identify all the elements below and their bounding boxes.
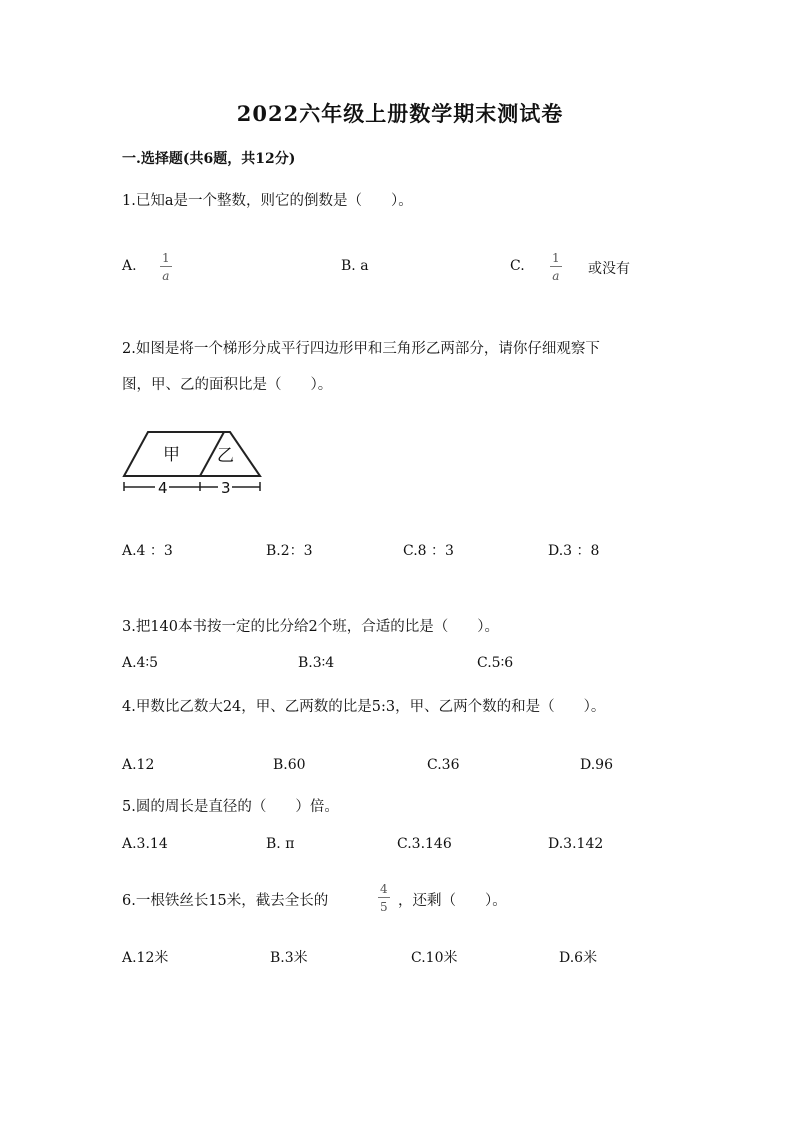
q2-option-c: C.8 ：3 [403,543,454,559]
q3-option-c: C.5∶6 [477,655,514,671]
q6-fraction [377,883,391,913]
question-3-stem: 3.把140本书按一定的比分给2个班，合适的比是（ ）。 [122,619,499,635]
q6-option-b: B.3米 [270,950,308,966]
q1-option-a-label: A. [122,258,137,274]
trapezoid-figure [118,428,268,498]
q2-option-d: D.3 ：8 [548,543,600,559]
q1-option-c-label: C. [510,258,525,274]
question-1-stem: 1.已知a是一个整数，则它的倒数是（ ）。 [122,193,413,209]
question-6-stem-after: ，还剩（ ）。 [398,893,507,909]
q2-option-b: B.2：3 [266,543,313,559]
label-jia: 甲 [163,445,180,465]
q3-option-a: A.4∶5 [122,655,159,671]
fraction-numerator: 1 [162,251,170,265]
q1-option-c-suffix: 或没有 [588,261,630,277]
fraction-denominator: 5 [380,900,388,914]
q6-option-c: C.10米 [411,950,458,966]
section-header: 一.选择题(共6题，共12分) [122,151,296,167]
label-yi: 乙 [217,446,234,466]
fraction-numerator: 4 [380,882,388,896]
q2-option-a: A.4 ：3 [122,543,173,559]
question-2-stem-line1: 2.如图是将一个梯形分成平行四边形甲和三角形乙两部分，请你仔细观察下 [122,341,600,357]
fraction-denominator: a [552,269,560,283]
q5-option-d: D.3.142 [548,836,604,852]
q4-option-c: C.36 [427,757,460,773]
q5-option-a: A.3.14 [122,836,168,852]
q3-option-b: B.3∶4 [298,655,335,671]
q6-option-a: A.12米 [122,950,169,966]
base-right-value: 3 [221,479,231,497]
q4-option-a: A.12 [122,757,155,773]
fraction-numerator: 1 [552,251,560,265]
q5-option-c: C.3.146 [397,836,452,852]
q1-option-c-fraction [549,252,563,282]
q1-option-b: B. a [341,258,369,274]
question-2-stem-line2: 图，甲、乙的面积比是（ ）。 [122,377,333,393]
question-6-stem-before: 6.一根铁丝长15米，截去全长的 [122,893,329,909]
q4-option-b: B.60 [273,757,306,773]
question-4-stem: 4.甲数比乙数大24，甲、乙两数的比是5:3，甲、乙两个数的和是（ ）。 [122,699,606,715]
fraction-denominator: a [162,269,170,283]
question-5-stem: 5.圆的周长是直径的（ ）倍。 [122,799,339,815]
q4-option-d: D.96 [580,757,613,773]
base-left-value: 4 [158,479,168,497]
q1-option-a-fraction [159,252,173,282]
q5-option-b: B. π [266,836,295,852]
q6-option-d: D.6米 [559,950,598,966]
trapezoid-outline [124,432,260,476]
page-title: 2022六年级上册数学期末测试卷 [236,101,564,126]
